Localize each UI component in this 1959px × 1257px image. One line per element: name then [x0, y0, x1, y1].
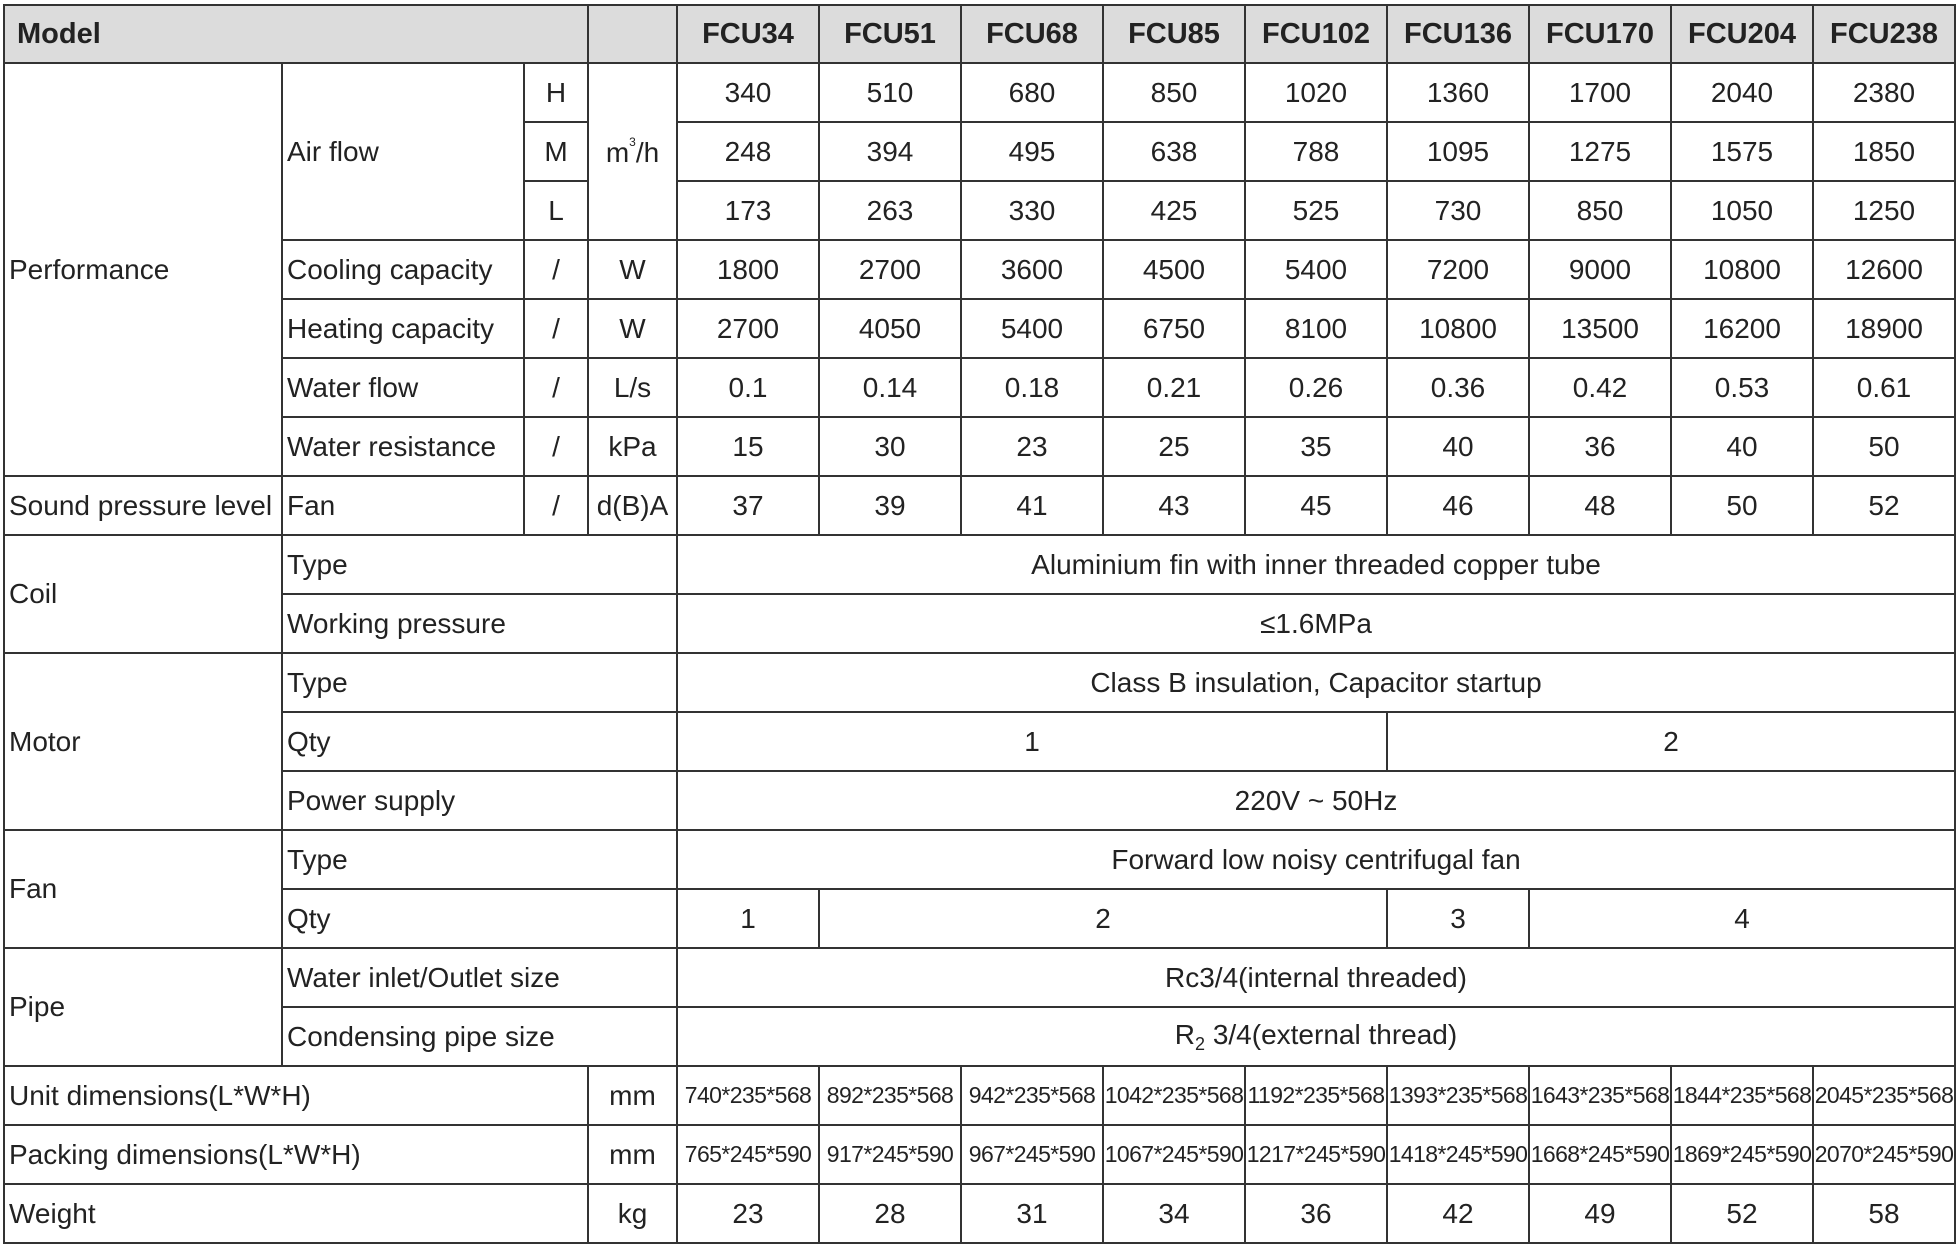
air-flow-unit: $m^3/h$ — [588, 63, 677, 240]
table-cell: 0.14 — [819, 358, 961, 417]
table-cell: 0.42 — [1529, 358, 1671, 417]
table-cell: 330 — [961, 181, 1103, 240]
table-cell: 4050 — [819, 299, 961, 358]
table-cell: 34 — [1103, 1184, 1245, 1243]
table-row — [4, 889, 1955, 948]
table-row — [4, 417, 1955, 476]
model-column-header: FCU68 — [961, 5, 1103, 63]
table-cell: 892*235*568 — [819, 1066, 961, 1125]
table-row — [4, 830, 1955, 889]
table-cell: 40 — [1387, 417, 1529, 476]
unit-cell: mm — [588, 1125, 677, 1184]
unit-cell: kg — [588, 1184, 677, 1243]
table-cell: 1800 — [677, 240, 819, 299]
merged-cell: 2 — [1387, 712, 1955, 771]
unit-cell: W — [588, 240, 677, 299]
table-row — [4, 240, 1955, 299]
slash-cell: / — [524, 417, 588, 476]
table-cell: 1360 — [1387, 63, 1529, 122]
table-row — [4, 535, 1955, 594]
table-cell: 850 — [1529, 181, 1671, 240]
merged-cell: 2 — [819, 889, 1387, 948]
table-cell: 788 — [1245, 122, 1387, 181]
unit-cell: kPa — [588, 417, 677, 476]
table-row — [4, 594, 1955, 653]
merged-cell: 1 — [677, 889, 819, 948]
table-cell: 4500 — [1103, 240, 1245, 299]
table-cell: 248 — [677, 122, 819, 181]
table-cell: 45 — [1245, 476, 1387, 535]
model-column-header: FCU34 — [677, 5, 819, 63]
air-flow-label: Air flow — [282, 63, 524, 240]
row-label: Type — [282, 830, 677, 889]
table-cell: 2380 — [1813, 63, 1955, 122]
table-cell: 850 — [1103, 63, 1245, 122]
merged-cell: Forward low noisy centrifugal fan — [677, 830, 1955, 889]
table-cell: 42 — [1387, 1184, 1529, 1243]
table-cell: 58 — [1813, 1184, 1955, 1243]
motor-group-label: Motor — [4, 653, 282, 830]
coil-group-label: Coil — [4, 535, 282, 653]
table-cell: 52 — [1671, 1184, 1813, 1243]
slash-cell: / — [524, 299, 588, 358]
row-label: Qty — [282, 889, 677, 948]
model-column-header: FCU102 — [1245, 5, 1387, 63]
row-label: Cooling capacity — [282, 240, 524, 299]
table-cell: 46 — [1387, 476, 1529, 535]
table-cell: 2070*245*590 — [1813, 1125, 1955, 1184]
merged-cell: Rc3/4(internal threaded) — [677, 948, 1955, 1007]
unit-cell: d(B)A — [588, 476, 677, 535]
row-label: Water inlet/Outlet size — [282, 948, 677, 1007]
table-cell: 942*235*568 — [961, 1066, 1103, 1125]
sound-group-label: Sound pressure level — [4, 476, 282, 535]
table-cell: 2045*235*568 — [1813, 1066, 1955, 1125]
table-cell: 5400 — [961, 299, 1103, 358]
table-cell: 2700 — [677, 299, 819, 358]
performance-group-label: Performance — [4, 63, 282, 476]
table-row — [4, 63, 1955, 122]
table-row — [4, 653, 1955, 712]
table-cell: 43 — [1103, 476, 1245, 535]
table-cell: 39 — [819, 476, 961, 535]
table-cell: 0.21 — [1103, 358, 1245, 417]
table-cell: 2040 — [1671, 63, 1813, 122]
table-cell: 1844*235*568 — [1671, 1066, 1813, 1125]
table-cell: 28 — [819, 1184, 961, 1243]
table-cell: 3600 — [961, 240, 1103, 299]
merged-cell: 220V ~ 50Hz — [677, 771, 1955, 830]
row-label: Heating capacity — [282, 299, 524, 358]
merged-cell: ≤1.6MPa — [677, 594, 1955, 653]
model-column-header: FCU204 — [1671, 5, 1813, 63]
table-cell: 13500 — [1529, 299, 1671, 358]
table-cell: 41 — [961, 476, 1103, 535]
slash-cell: / — [524, 476, 588, 535]
row-label: Type — [282, 653, 677, 712]
table-row — [4, 476, 1955, 535]
table-cell: 7200 — [1387, 240, 1529, 299]
table-row — [4, 771, 1955, 830]
table-row — [4, 712, 1955, 771]
merged-cell: 3 — [1387, 889, 1529, 948]
table-cell: 1042*235*568 — [1103, 1066, 1245, 1125]
table-cell: 6750 — [1103, 299, 1245, 358]
row-label: Condensing pipe size — [282, 1007, 677, 1066]
row-label: Weight — [4, 1184, 588, 1243]
model-column-header: FCU85 — [1103, 5, 1245, 63]
table-cell: 1643*235*568 — [1529, 1066, 1671, 1125]
speed-label: L — [524, 181, 588, 240]
table-cell: 1869*245*590 — [1671, 1125, 1813, 1184]
table-cell: 0.61 — [1813, 358, 1955, 417]
table-cell: 1418*245*590 — [1387, 1125, 1529, 1184]
row-label: Fan — [282, 476, 524, 535]
table-cell: 5400 — [1245, 240, 1387, 299]
header-row — [4, 5, 1955, 63]
table-cell: 49 — [1529, 1184, 1671, 1243]
merged-cell: 1 — [677, 712, 1387, 771]
table-cell: 1700 — [1529, 63, 1671, 122]
unit-cell: mm — [588, 1066, 677, 1125]
table-cell: 36 — [1529, 417, 1671, 476]
table-cell: 15 — [677, 417, 819, 476]
table-cell: 2700 — [819, 240, 961, 299]
table-cell: 0.53 — [1671, 358, 1813, 417]
row-label: Power supply — [282, 771, 677, 830]
table-cell: 30 — [819, 417, 961, 476]
table-cell: 35 — [1245, 417, 1387, 476]
table-cell: 495 — [961, 122, 1103, 181]
table-cell: 10800 — [1387, 299, 1529, 358]
table-cell: 680 — [961, 63, 1103, 122]
table-cell: 0.26 — [1245, 358, 1387, 417]
unit-cell: W — [588, 299, 677, 358]
unit-cell: L/s — [588, 358, 677, 417]
table-cell: 37 — [677, 476, 819, 535]
table-cell: 263 — [819, 181, 961, 240]
table-row — [4, 358, 1955, 417]
table-cell: 16200 — [1671, 299, 1813, 358]
table-cell: 173 — [677, 181, 819, 240]
table-row — [4, 299, 1955, 358]
table-cell: 510 — [819, 63, 961, 122]
table-cell: 1250 — [1813, 181, 1955, 240]
model-column-header: FCU238 — [1813, 5, 1955, 63]
table-cell: 52 — [1813, 476, 1955, 535]
row-label: Water flow — [282, 358, 524, 417]
table-cell: 1020 — [1245, 63, 1387, 122]
table-cell: 50 — [1671, 476, 1813, 535]
table-cell: 340 — [677, 63, 819, 122]
merged-cell: $R_2$ 3/4(external thread) — [677, 1007, 1955, 1066]
table-cell: 31 — [961, 1184, 1103, 1243]
row-label: Water resistance — [282, 417, 524, 476]
table-cell: 0.1 — [677, 358, 819, 417]
table-cell: 1393*235*568 — [1387, 1066, 1529, 1125]
speed-label: H — [524, 63, 588, 122]
model-column-header: FCU170 — [1529, 5, 1671, 63]
row-label: Packing dimensions(L*W*H) — [4, 1125, 588, 1184]
table-cell: 917*245*590 — [819, 1125, 961, 1184]
row-label: Type — [282, 535, 677, 594]
table-cell: 1192*235*568 — [1245, 1066, 1387, 1125]
table-cell: 36 — [1245, 1184, 1387, 1243]
table-cell: 23 — [677, 1184, 819, 1243]
table-cell: 730 — [1387, 181, 1529, 240]
table-cell: 967*245*590 — [961, 1125, 1103, 1184]
row-label: Qty — [282, 712, 677, 771]
table-cell: 50 — [1813, 417, 1955, 476]
table-cell: 525 — [1245, 181, 1387, 240]
fan-group-label: Fan — [4, 830, 282, 948]
slash-cell: / — [524, 358, 588, 417]
model-column-header: FCU136 — [1387, 5, 1529, 63]
table-cell: 10800 — [1671, 240, 1813, 299]
table-row — [4, 1066, 1955, 1125]
table-cell: 25 — [1103, 417, 1245, 476]
table-cell: 638 — [1103, 122, 1245, 181]
table-cell: 394 — [819, 122, 961, 181]
table-cell: 1275 — [1529, 122, 1671, 181]
table-cell: 740*235*568 — [677, 1066, 819, 1125]
table-cell: 1217*245*590 — [1245, 1125, 1387, 1184]
table-cell: 425 — [1103, 181, 1245, 240]
table-cell: 18900 — [1813, 299, 1955, 358]
table-row — [4, 948, 1955, 1007]
slash-cell: / — [524, 240, 588, 299]
model-column-header: FCU51 — [819, 5, 961, 63]
row-label: Unit dimensions(L*W*H) — [4, 1066, 588, 1125]
table-cell: 9000 — [1529, 240, 1671, 299]
table-cell: 1050 — [1671, 181, 1813, 240]
merged-cell: Class B insulation, Capacitor startup — [677, 653, 1955, 712]
table-cell: 1850 — [1813, 122, 1955, 181]
table-cell: 8100 — [1245, 299, 1387, 358]
row-label: Working pressure — [282, 594, 677, 653]
speed-label: M — [524, 122, 588, 181]
table-row — [4, 1007, 1955, 1066]
unit-header — [588, 5, 677, 63]
table-cell: 12600 — [1813, 240, 1955, 299]
model-header: Model — [4, 5, 588, 63]
table-row — [4, 1184, 1955, 1243]
table-cell: 0.36 — [1387, 358, 1529, 417]
table-cell: 23 — [961, 417, 1103, 476]
table-cell: 1095 — [1387, 122, 1529, 181]
table-cell: 765*245*590 — [677, 1125, 819, 1184]
merged-cell: Aluminium fin with inner threaded copper tube — [677, 535, 1955, 594]
table-cell: 1067*245*590 — [1103, 1125, 1245, 1184]
table-cell: 1668*245*590 — [1529, 1125, 1671, 1184]
specification-table — [3, 4, 1956, 1244]
table-row — [4, 1125, 1955, 1184]
pipe-group-label: Pipe — [4, 948, 282, 1066]
merged-cell: 4 — [1529, 889, 1955, 948]
table-cell: 48 — [1529, 476, 1671, 535]
table-cell: 1575 — [1671, 122, 1813, 181]
table-cell: 0.18 — [961, 358, 1103, 417]
table-cell: 40 — [1671, 417, 1813, 476]
